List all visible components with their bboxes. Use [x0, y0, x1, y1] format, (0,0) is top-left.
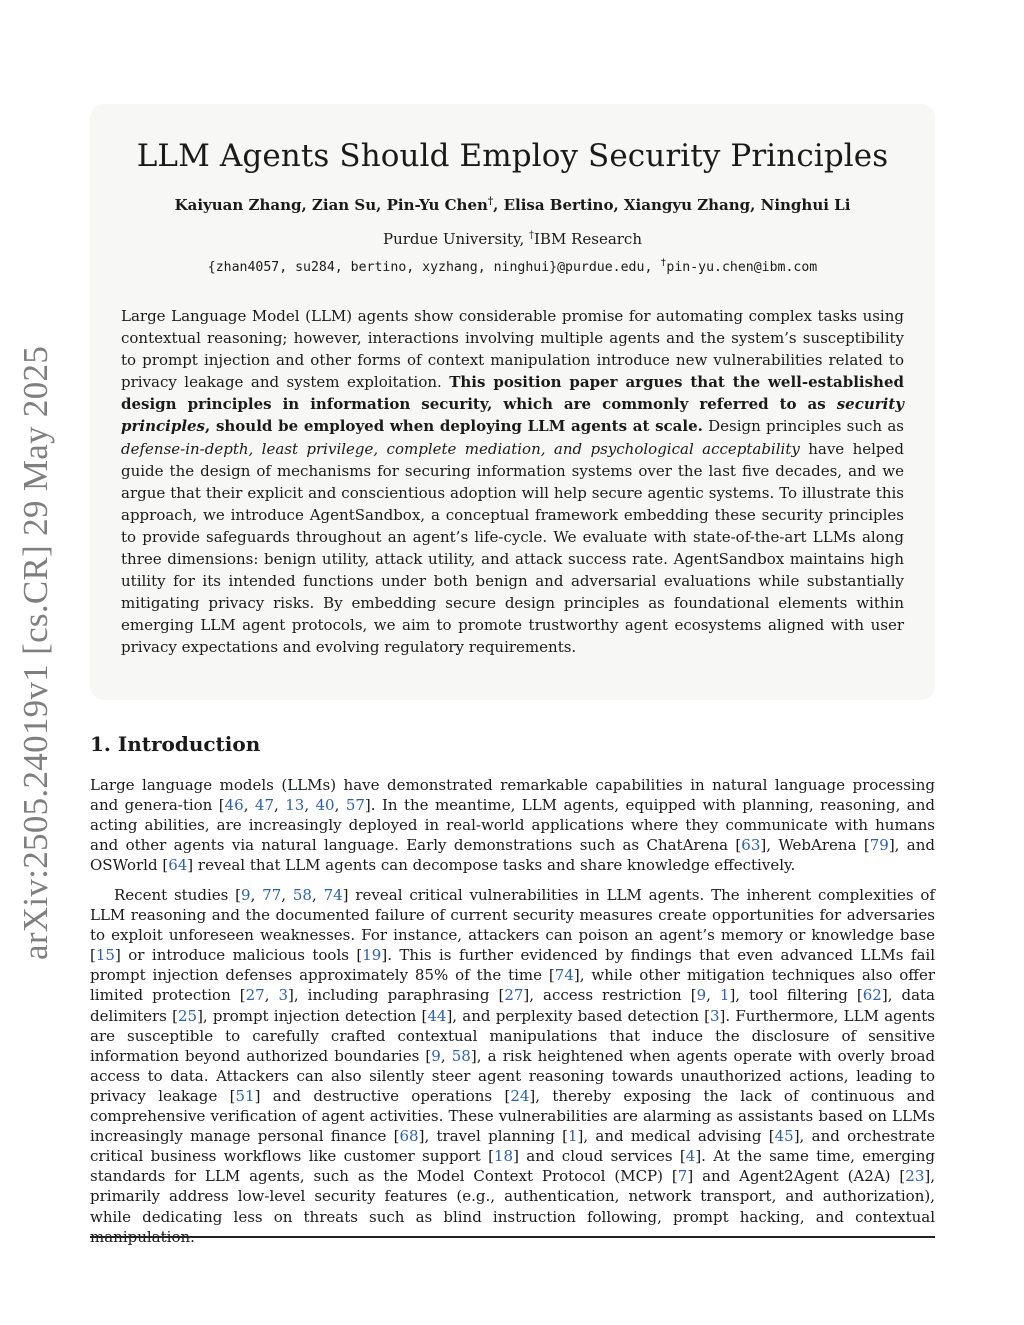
paragraph-text-run: ], thereby exposing the lack of continuous and comprehensive verification of agent activities. These vulnerabilities are alarming as assistants based on LLMs increasingly manage personal finance [: [90, 1086, 935, 1146]
citation-link[interactable]: 57: [345, 796, 365, 815]
paragraph-text-run: ], data delimiters [: [90, 986, 935, 1025]
footnote-rule: [90, 1236, 935, 1238]
citation-link[interactable]: 4: [685, 1147, 696, 1166]
abstract-bold-2: , should be employed when deploying LLM agents at scale.: [205, 417, 703, 436]
citation-link[interactable]: 51: [235, 1086, 255, 1105]
paragraph-text-run: ], including paraphrasing [: [288, 986, 505, 1005]
emails-part2: pin-yu.chen@ibm.com: [666, 260, 818, 275]
abstract-box: [90, 104, 935, 700]
citation-link[interactable]: 68: [399, 1127, 419, 1146]
affiliation-dagger-mark: †: [529, 230, 534, 241]
citation-link[interactable]: 15: [95, 946, 115, 965]
paragraph-text-run: ] reveal that LLM agents can decompose tasks and share knowledge effectively.: [187, 856, 796, 875]
abstract-sentence-2: Design principles such as: [702, 417, 904, 436]
paragraph-text-run: ], prompt injection detection [: [197, 1006, 428, 1025]
citation-link[interactable]: 3: [710, 1006, 720, 1025]
paragraph-text-run: ], and perplexity based detection [: [446, 1006, 710, 1025]
paragraph-text-run: ], and medical advising [: [577, 1127, 775, 1146]
citation-link[interactable]: 47: [254, 796, 275, 815]
citation-link[interactable]: 79: [869, 836, 889, 855]
introduction-paragraph-1: [90, 775, 935, 875]
author-emails: [121, 257, 904, 275]
abstract-sentence-1: Large Language Model (LLM) agents show considerable promise for automating complex tasks using contextual reasoning; however, interactions involving multiple agents and the system’s susceptibility to prompt injection and other forms of context manipulation introduce new vulnerabilities related to privacy leakage and system exploitation.: [121, 307, 904, 392]
paragraph-text-run: ], WebArena [: [760, 836, 870, 855]
citation-link[interactable]: 63: [741, 836, 761, 855]
citation-link[interactable]: 1: [567, 1127, 578, 1146]
affiliation: [121, 230, 904, 248]
paragraph-text-run: ]. At the same time, emerging standards for LLM agents, such as the Model Context Protocol (MCP) [: [90, 1147, 935, 1186]
citation-link[interactable]: 58: [451, 1046, 471, 1065]
paragraph-text-run: ] and destructive operations [: [254, 1086, 511, 1105]
arxiv-stamp: arXiv:2505.24019v1 [cs.CR] 29 May 2025: [16, 345, 55, 960]
paragraph-text-run: ], and OSWorld [: [90, 836, 935, 875]
paragraph-text-run: ,: [274, 796, 286, 815]
citation-link[interactable]: 46: [224, 796, 244, 815]
paragraph-text-run: ,: [440, 1046, 452, 1065]
citation-link[interactable]: 13: [285, 796, 305, 815]
abstract-bold-1: This position paper argues that the well-established design principles in information security, which are commonly referred to as: [121, 373, 904, 414]
citation-link[interactable]: 77: [262, 886, 282, 904]
introduction-paragraph-2: [90, 885, 935, 1247]
paragraph-text-run: ,: [304, 796, 316, 815]
citation-link[interactable]: 18: [493, 1147, 514, 1166]
author-list: [121, 196, 904, 214]
citation-link[interactable]: 44: [427, 1006, 447, 1025]
citation-link[interactable]: 9: [241, 886, 251, 904]
citation-link[interactable]: 74: [554, 966, 574, 985]
paragraph-text-run: Large language models (LLMs) have demonstrated remarkable capabilities in natural language processing and genera-tion [: [90, 776, 935, 815]
paragraph-text-run: ,: [706, 986, 720, 1005]
citation-link[interactable]: 1: [719, 986, 730, 1005]
citation-link[interactable]: 9: [431, 1046, 441, 1065]
abstract-bold-italic: security principles: [121, 395, 904, 436]
citation-link[interactable]: 64: [168, 856, 188, 875]
paragraph-text-run: ], tool filtering [: [729, 986, 863, 1005]
paragraph-text-run: ]. Furthermore, LLM agents are susceptible to carefully crafted contextual manipulations that induce the disclosure of sensitive information beyond authorized boundaries [: [90, 1006, 936, 1065]
citation-link[interactable]: 40: [315, 796, 335, 815]
paragraph-text-run: ] and cloud services [: [513, 1147, 686, 1166]
citation-link[interactable]: 62: [862, 986, 882, 1005]
citation-link[interactable]: 23: [905, 1167, 925, 1186]
citation-link[interactable]: 27: [504, 986, 524, 1005]
citation-link[interactable]: 9: [696, 986, 707, 1005]
citation-link[interactable]: 27: [245, 986, 265, 1005]
paragraph-text-run: ] and Agent2Agent (A2A) [: [687, 1167, 906, 1186]
citation-link[interactable]: 58: [292, 886, 312, 904]
abstract-text: [121, 305, 904, 659]
paragraph-text-run: ,: [281, 886, 293, 904]
section-heading-introduction: 1. Introduction: [90, 732, 261, 756]
paragraph-text-run: Recent studies [: [114, 886, 242, 904]
citation-link[interactable]: 3: [278, 986, 289, 1005]
citation-link[interactable]: 24: [510, 1086, 530, 1105]
citation-link[interactable]: 7: [677, 1167, 688, 1186]
paragraph-text-run: ], primarily address low-level security features (e.g., authentication, network transport, and authorization), while dedicating less on threats such as blind instruction following, prompt hacking, and contextual manipulation.: [90, 1167, 935, 1246]
paragraph-text-run: ,: [264, 986, 279, 1005]
email-dagger-mark: †: [660, 257, 667, 269]
citation-link[interactable]: 19: [362, 946, 382, 965]
authors-part2: , Elisa Bertino, Xiangyu Zhang, Ninghui Li: [493, 196, 851, 214]
affiliation-part1: Purdue University,: [383, 230, 529, 248]
citation-link[interactable]: 25: [177, 1006, 198, 1025]
citation-link[interactable]: 45: [774, 1127, 794, 1146]
paragraph-text-run: ,: [334, 796, 346, 815]
citation-link[interactable]: 74: [323, 886, 343, 904]
paragraph-text-run: ], access restriction [: [523, 986, 697, 1005]
paragraph-text-run: ]. This is further evidenced by findings that even advanced LLMs fail prompt injection defenses approximately 85% of the time [: [90, 946, 936, 985]
paragraph-text-run: ], a risk heightened when agents operate with overly broad access to data. Attackers can also silently steer agent reasoning towards unauthorized actions, leading to privacy leakage [: [90, 1046, 935, 1105]
paragraph-text-run: ] reveal critical vulnerabilities in LLM agents. The inherent complexities of LLM reasoning and the documented failure of current security measures create opportunities for adversaries to exploit unforeseen weaknesses. For instance, attackers can poison an agent’s memory or knowledge base [: [90, 886, 936, 965]
abstract-sentence-3: have helped guide the design of mechanisms for securing information systems over the last five decades, and we argue that their explicit and conscientious adoption will help secure agentic systems. To illustrate this approach, we introduce AgentSandbox, a conceptual framework embedding these security principles to provide safeguards throughout an agent’s life-cycle. We evaluate with state-of-the-art LLMs along three dimensions: benign utility, attack utility, and attack success rate. AgentSandbox maintains high utility for its intended functions under both benign and adversarial evaluations while substantially mitigating privacy risks. By embedding secure design principles as foundational elements within emerging LLM agent protocols, we aim to promote trustworthy agent ecosystems aligned with user privacy expectations and evolving regulatory requirements.: [121, 439, 904, 657]
paragraph-text-run: ,: [311, 886, 324, 904]
paragraph-text-run: ] or introduce malicious tools [: [114, 946, 363, 965]
affiliation-part2: IBM Research: [534, 230, 642, 248]
paragraph-text-run: ,: [243, 796, 255, 815]
paragraph-text-run: ,: [250, 886, 263, 904]
paper-title: LLM Agents Should Employ Security Principles: [136, 138, 889, 174]
paragraph-text-run: ], and orchestrate critical business workflows like customer support [: [90, 1127, 935, 1166]
authors-part1: Kaiyuan Zhang, Zian Su, Pin-Yu Chen: [174, 196, 488, 214]
author-dagger-mark: †: [487, 196, 494, 207]
abstract-principles-list: defense-in-depth, least privilege, complete mediation, and psychological acceptability: [121, 439, 800, 458]
paragraph-text-run: ], while other mitigation techniques also offer limited protection [: [90, 966, 936, 1005]
paragraph-text-run: ]. In the meantime, LLM agents, equipped with planning, reasoning, and acting abilities, are increasingly deployed in real-world applications where they communicate with humans and other agents via natural language. Early demonstrations such as ChatArena [: [90, 796, 936, 855]
paragraph-text-run: ], travel planning [: [418, 1127, 568, 1146]
emails-part1: {zhan4057, su284, bertino, xyzhang, ninghui}@purdue.edu,: [207, 260, 653, 275]
